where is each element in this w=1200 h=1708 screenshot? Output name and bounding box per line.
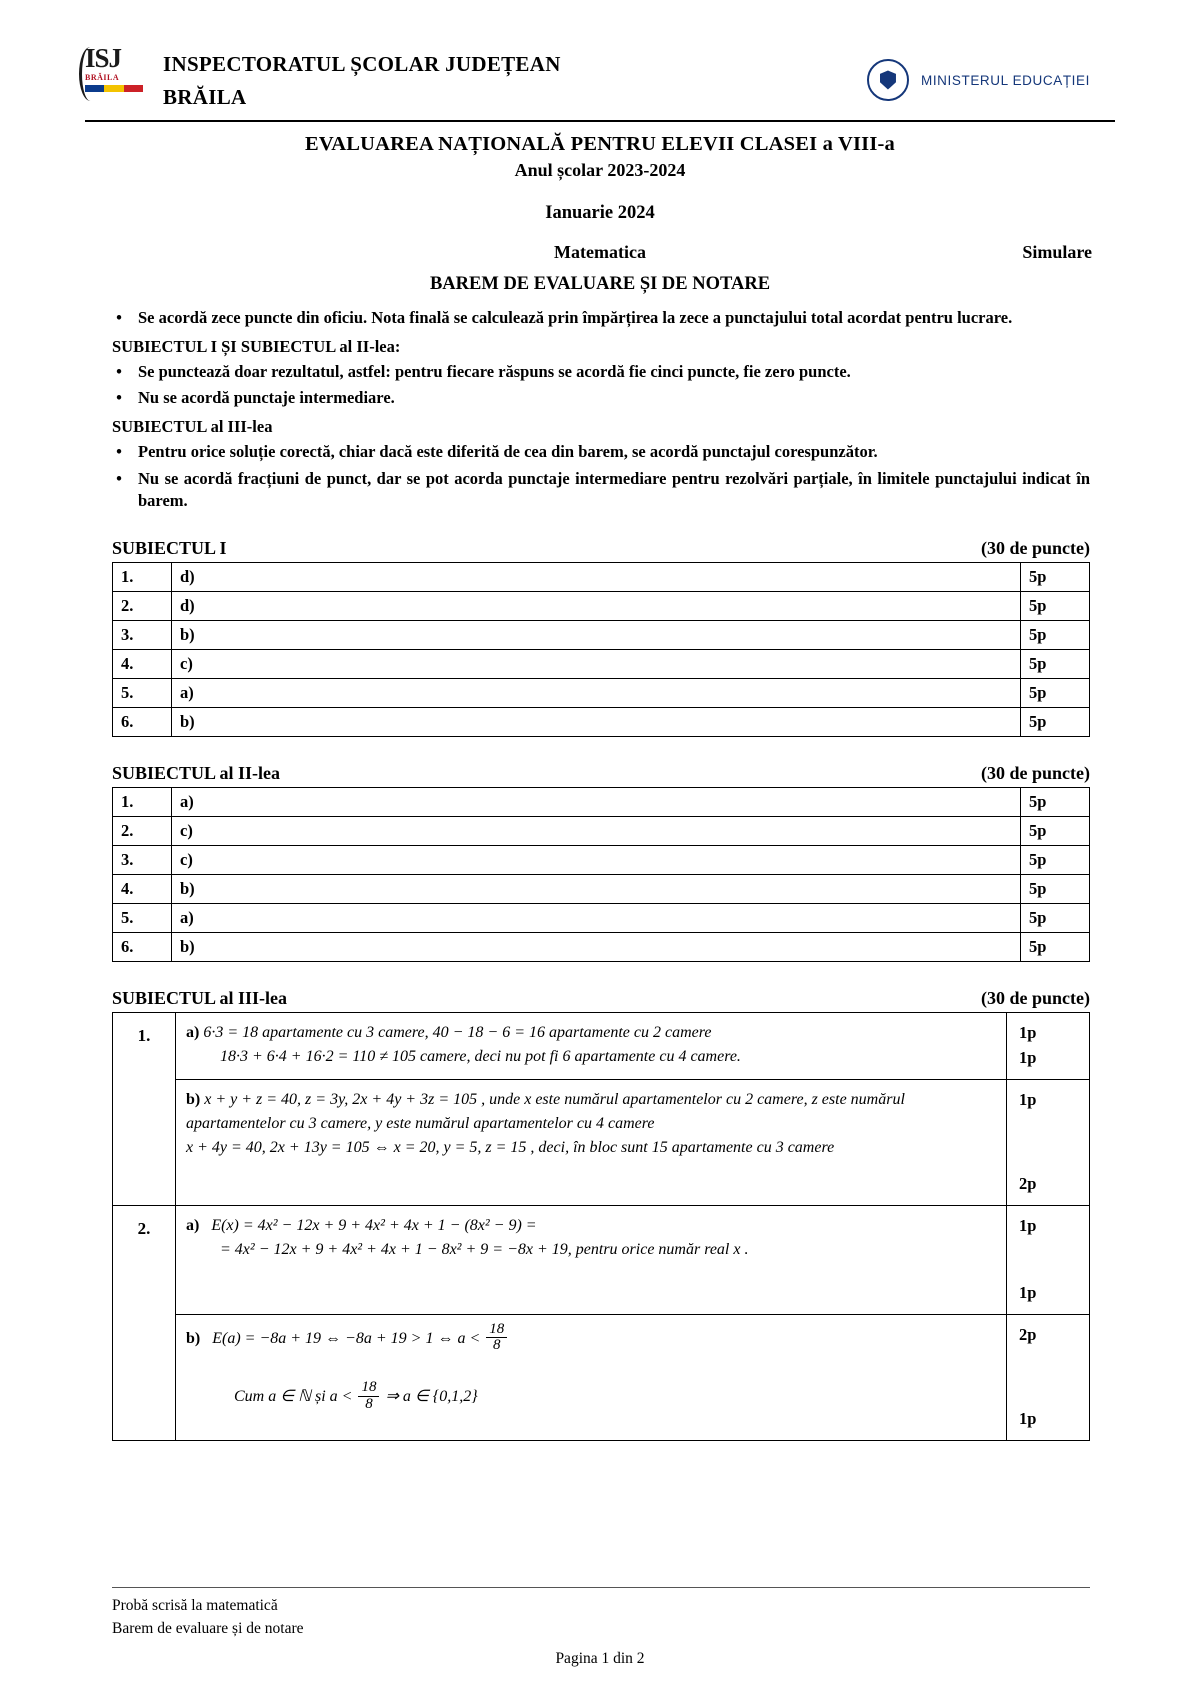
solution-cell (176, 1013, 1007, 1080)
header-right (867, 45, 1090, 101)
isj-logo-curve (79, 47, 102, 101)
ministry-seal-icon (867, 59, 909, 101)
row-points: 5p (1021, 846, 1090, 875)
title-block (0, 133, 1200, 295)
grading-notes (112, 307, 1090, 513)
section-points: (30 de puncte) (981, 763, 1090, 784)
table-row (113, 1314, 1090, 1441)
note-bullet (112, 307, 1090, 329)
solution-line (234, 1381, 996, 1414)
bullet-icon: • (116, 468, 122, 488)
document-type-title: BAREM DE EVALUARE ȘI DE NOTARE (429, 273, 771, 294)
row-number: 4. (113, 650, 172, 679)
solution-line: = 4x² − 12x + 9 + 4x² + 4x + 1 − 8x² + 9 = −8x + 19, pentru orice număr real x . (220, 1241, 749, 1259)
points-value: 2p (1019, 1324, 1037, 1344)
points-cell (1007, 1206, 1090, 1315)
row-number: 3. (113, 621, 172, 650)
points-value: 1p (1019, 1047, 1037, 1067)
row-number: 1. (113, 788, 172, 817)
section-subiect-3 (112, 988, 1090, 1441)
solution-text: x + y + z = 40, z = 3y, 2x + 4y + 3z = 105 , unde x este numărul apartamentelor cu 2 camere, z este numărul apartamentelor cu 3 camere, y este numărul apartamentelor cu 4 camere (186, 1090, 905, 1132)
note-text: Se acordă zece puncte din oficiu. Nota finală se calculează prin împărțirea la zece a punctajului total acordat pentru lucrare. (138, 307, 1013, 327)
fraction (486, 1322, 507, 1355)
row-answer: d) (172, 592, 1021, 621)
note-heading-2: SUBIECTUL al III-lea (112, 417, 273, 437)
points-value: 1p (1019, 1216, 1037, 1236)
points-value: 1p (1019, 1089, 1037, 1109)
solution-text: Cum a ∈ ℕ și a < (234, 1388, 353, 1406)
solution-line: 18·3 + 6·4 + 16·2 = 110 ≠ 105 camere, deci nu pot fi 6 apartamente cu 4 camere. (220, 1048, 741, 1066)
answers-table-1 (112, 562, 1090, 737)
points-cell (1007, 1314, 1090, 1441)
row-answer: a) (172, 904, 1021, 933)
row-points: 5p (1021, 933, 1090, 962)
section-title: SUBIECTUL al III-lea (112, 988, 288, 1009)
solution-line (186, 1214, 996, 1238)
note-bullet (112, 441, 1090, 463)
bullet-icon: • (116, 442, 122, 462)
points-value: 1p (1019, 1023, 1037, 1043)
note-text: Nu se acordă punctaje intermediare. (138, 388, 395, 408)
header-divider (85, 120, 1115, 122)
solution-line (186, 1088, 996, 1136)
row-answer: c) (172, 650, 1021, 679)
row-answer: b) (172, 621, 1021, 650)
exam-variant: Simulare (1022, 241, 1092, 262)
section-header (112, 763, 1090, 784)
note-heading-1: SUBIECTUL I ȘI SUBIECTUL al II-lea: (112, 336, 401, 356)
row-number: 2. (113, 592, 172, 621)
points-value: 1p (1019, 1282, 1037, 1302)
row-points: 5p (1021, 817, 1090, 846)
section-subiect-1 (112, 538, 1090, 737)
row-answer: c) (172, 817, 1021, 846)
row-number: 5. (113, 679, 172, 708)
solution-cell (176, 1079, 1007, 1206)
fraction (358, 1380, 379, 1413)
row-points: 5p (1021, 650, 1090, 679)
row-points: 5p (1021, 679, 1090, 708)
table-row (113, 621, 1090, 650)
row-number: 5. (113, 904, 172, 933)
section-title: SUBIECTUL al II-lea (112, 763, 281, 784)
table-row (113, 679, 1090, 708)
solutions-table (112, 1012, 1090, 1441)
solution-line: x + 4y = 40, 2x + 13y = 105 ⇔ x = 20, y = 5, z = 15 , deci, în bloc sunt 15 apartamente cu 3 camere (186, 1138, 835, 1156)
row-number: 4. (113, 875, 172, 904)
document-footer (0, 1587, 1200, 1668)
solution-text: 6·3 = 18 apartamente cu 3 camere, 40 − 18 − 6 = 16 apartamente cu 2 camere (203, 1024, 712, 1042)
bullet-icon: • (116, 307, 122, 327)
note-text: Se punctează doar rezultatul, astfel: pentru fiecare răspuns se acordă fie cinci puncte, fie zero puncte. (138, 361, 851, 381)
table-row (113, 708, 1090, 737)
table-row (113, 1013, 1090, 1080)
exam-title: EVALUAREA NAȚIONALĂ PENTRU ELEVII CLASEI a VIII-a (304, 132, 895, 155)
fraction-numerator: 18 (486, 1322, 507, 1339)
footer-text (112, 1595, 1090, 1640)
row-points: 5p (1021, 621, 1090, 650)
bullet-icon: • (116, 388, 122, 408)
solution-text: E(a) = −8a + 19 ⇔ −8a + 19 > 1 ⇔ a < (212, 1329, 481, 1347)
note-bullet (112, 361, 1090, 383)
row-answer: b) (172, 708, 1021, 737)
subpoint-label: b) (186, 1329, 201, 1347)
row-number: 6. (113, 708, 172, 737)
table-row (113, 904, 1090, 933)
note-bullet (112, 387, 1090, 409)
note-text: Nu se acordă fracțiuni de punct, dar se pot acorda punctaje intermediare pentru rezolvări parțiale, în limitele punctajului indicat în barem. (138, 468, 1090, 510)
subject-name: Matematica (554, 241, 646, 262)
row-points: 5p (1021, 788, 1090, 817)
school-year: Anul școlar 2023-2024 (514, 159, 686, 180)
table-row (113, 875, 1090, 904)
row-number: 2. (113, 817, 172, 846)
subpoint-label: b) (186, 1090, 201, 1108)
header-left (85, 45, 561, 112)
subpoint-label: a) (186, 1217, 200, 1235)
isj-logo-icon (85, 45, 149, 101)
table-row (113, 933, 1090, 962)
problem-number: 2. (113, 1206, 176, 1441)
table-row (113, 1079, 1090, 1206)
row-number: 1. (113, 563, 172, 592)
table-row (113, 846, 1090, 875)
row-points: 5p (1021, 563, 1090, 592)
ministry-label: MINISTERUL EDUCAȚIEI (920, 72, 1090, 88)
footer-line-2: Barem de evaluare și de notare (112, 1619, 304, 1637)
solution-text: ⇒ a ∈ {0,1,2} (385, 1388, 478, 1406)
section-subiect-2 (112, 763, 1090, 962)
row-answer: a) (172, 679, 1021, 708)
solution-cell (176, 1206, 1007, 1315)
table-row (113, 650, 1090, 679)
points-value: 2p (1019, 1174, 1037, 1194)
fraction-denominator: 8 (365, 1395, 373, 1412)
organization-name-line1: INSPECTORATUL ȘCOLAR JUDEȚEAN (163, 52, 561, 76)
table-row (113, 1206, 1090, 1315)
row-points: 5p (1021, 592, 1090, 621)
table-row (113, 592, 1090, 621)
row-points: 5p (1021, 708, 1090, 737)
problem-number: 1. (113, 1013, 176, 1206)
section-title: SUBIECTUL I (112, 538, 227, 559)
row-points: 5p (1021, 875, 1090, 904)
row-answer: b) (172, 933, 1021, 962)
section-header (112, 538, 1090, 559)
section-points: (30 de puncte) (981, 988, 1090, 1009)
table-row (113, 788, 1090, 817)
section-points: (30 de puncte) (981, 538, 1090, 559)
exam-session: Ianuarie 2024 (545, 202, 655, 223)
row-answer: b) (172, 875, 1021, 904)
points-cell (1007, 1013, 1090, 1080)
row-number: 3. (113, 846, 172, 875)
section-header (112, 988, 1090, 1009)
document-header (0, 0, 1200, 112)
points-cell (1007, 1079, 1090, 1206)
row-answer: d) (172, 563, 1021, 592)
footer-divider (112, 1587, 1090, 1588)
row-answer: a) (172, 788, 1021, 817)
isj-logo-text: ISJ (85, 43, 122, 73)
page-number: Pagina 1 din 2 (555, 1650, 645, 1667)
row-number: 6. (113, 933, 172, 962)
fraction-numerator: 18 (358, 1380, 379, 1397)
answers-table-2 (112, 787, 1090, 962)
row-points: 5p (1021, 904, 1090, 933)
points-value: 1p (1019, 1409, 1037, 1429)
note-text: Pentru orice soluție corectă, chiar dacă este diferită de cea din barem, se acordă punctajul corespunzător. (138, 442, 878, 462)
solution-text: E(x) = 4x² − 12x + 9 + 4x² + 4x + 1 − (8x² − 9) = (211, 1217, 537, 1235)
isj-logo-subtext: BRĂILA (85, 73, 120, 82)
solution-line (186, 1320, 996, 1356)
table-row (113, 817, 1090, 846)
subject-row (0, 242, 1200, 266)
bullet-icon: • (116, 361, 122, 381)
fraction-denominator: 8 (493, 1337, 501, 1354)
table-row (113, 563, 1090, 592)
solution-line (186, 1021, 996, 1045)
note-bullet (112, 468, 1090, 513)
subpoint-label: a) (186, 1024, 200, 1042)
solution-cell (176, 1314, 1007, 1441)
organization-name (163, 45, 561, 112)
footer-line-1: Probă scrisă la matematică (112, 1597, 278, 1615)
organization-name-line2: BRĂILA (163, 85, 247, 110)
row-answer: c) (172, 846, 1021, 875)
